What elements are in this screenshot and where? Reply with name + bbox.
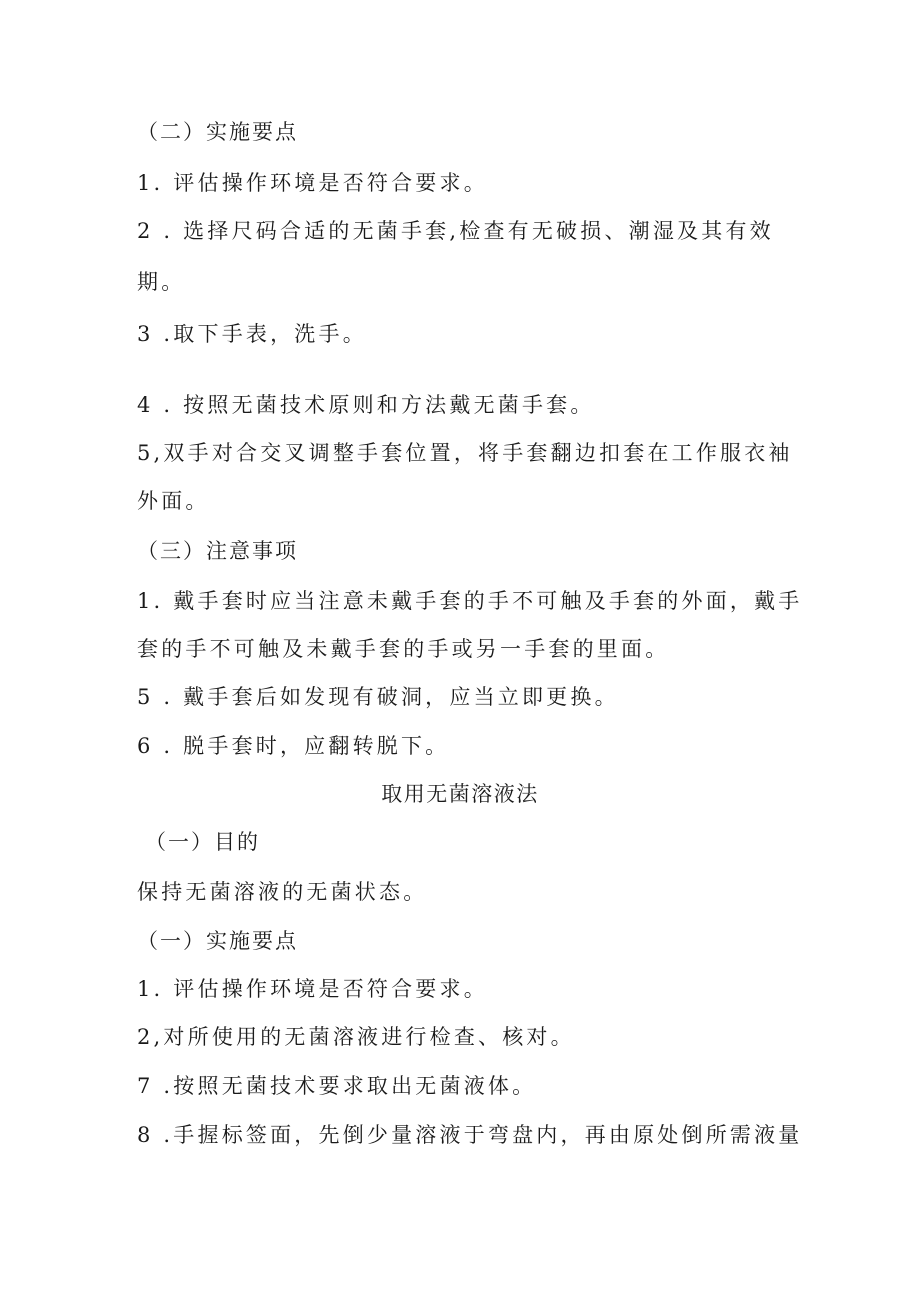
paragraph-line: 外面。	[137, 489, 210, 513]
section-title-sterile-solution: 取用无菌溶液法	[381, 782, 539, 806]
paragraph-line: 1. 戴手套时应当注意未戴手套的手不可触及手套的外面，戴手	[137, 589, 803, 613]
section-heading-implementation-2: （一）实施要点	[137, 929, 298, 953]
section-heading-implementation: （二）实施要点	[137, 120, 298, 144]
paragraph-line: 保持无菌溶液的无菌状态。	[137, 880, 428, 904]
paragraph-line: 7 .按照无菌技术要求取出无菌液体。	[137, 1074, 537, 1098]
paragraph-line: 5,双手对合交叉调整手套位置，将手套翻边扣套在工作服衣袖	[137, 441, 793, 465]
paragraph-line: 套的手不可触及未戴手套的手或另一手套的里面。	[137, 637, 670, 661]
paragraph-line: 期。	[137, 270, 186, 294]
paragraph-line: 2,对所使用的无菌溶液进行检查、核对。	[137, 1025, 575, 1049]
section-heading-purpose: （一）目的	[145, 830, 260, 854]
paragraph-line: 5 . 戴手套后如发现有破洞，应当立即更换。	[137, 685, 619, 709]
section-heading-notes: （三）注意事项	[137, 539, 298, 563]
paragraph-line: 1. 评估操作环境是否符合要求。	[137, 171, 488, 195]
paragraph-line: 1. 评估操作环境是否符合要求。	[137, 977, 488, 1001]
paragraph-line: 4 . 按照无菌技术原则和方法戴无菌手套。	[137, 393, 595, 417]
paragraph-line: 6 . 脱手套时，应翻转脱下。	[137, 734, 450, 758]
paragraph-line: 2 . 选择尺码合适的无菌手套,检查有无破损、潮湿及其有效	[137, 219, 774, 243]
paragraph-line: 8 .手握标签面，先倒少量溶液于弯盘内，再由原处倒所需液量	[137, 1123, 803, 1147]
paragraph-line: 3 .取下手表，洗手。	[137, 322, 367, 346]
